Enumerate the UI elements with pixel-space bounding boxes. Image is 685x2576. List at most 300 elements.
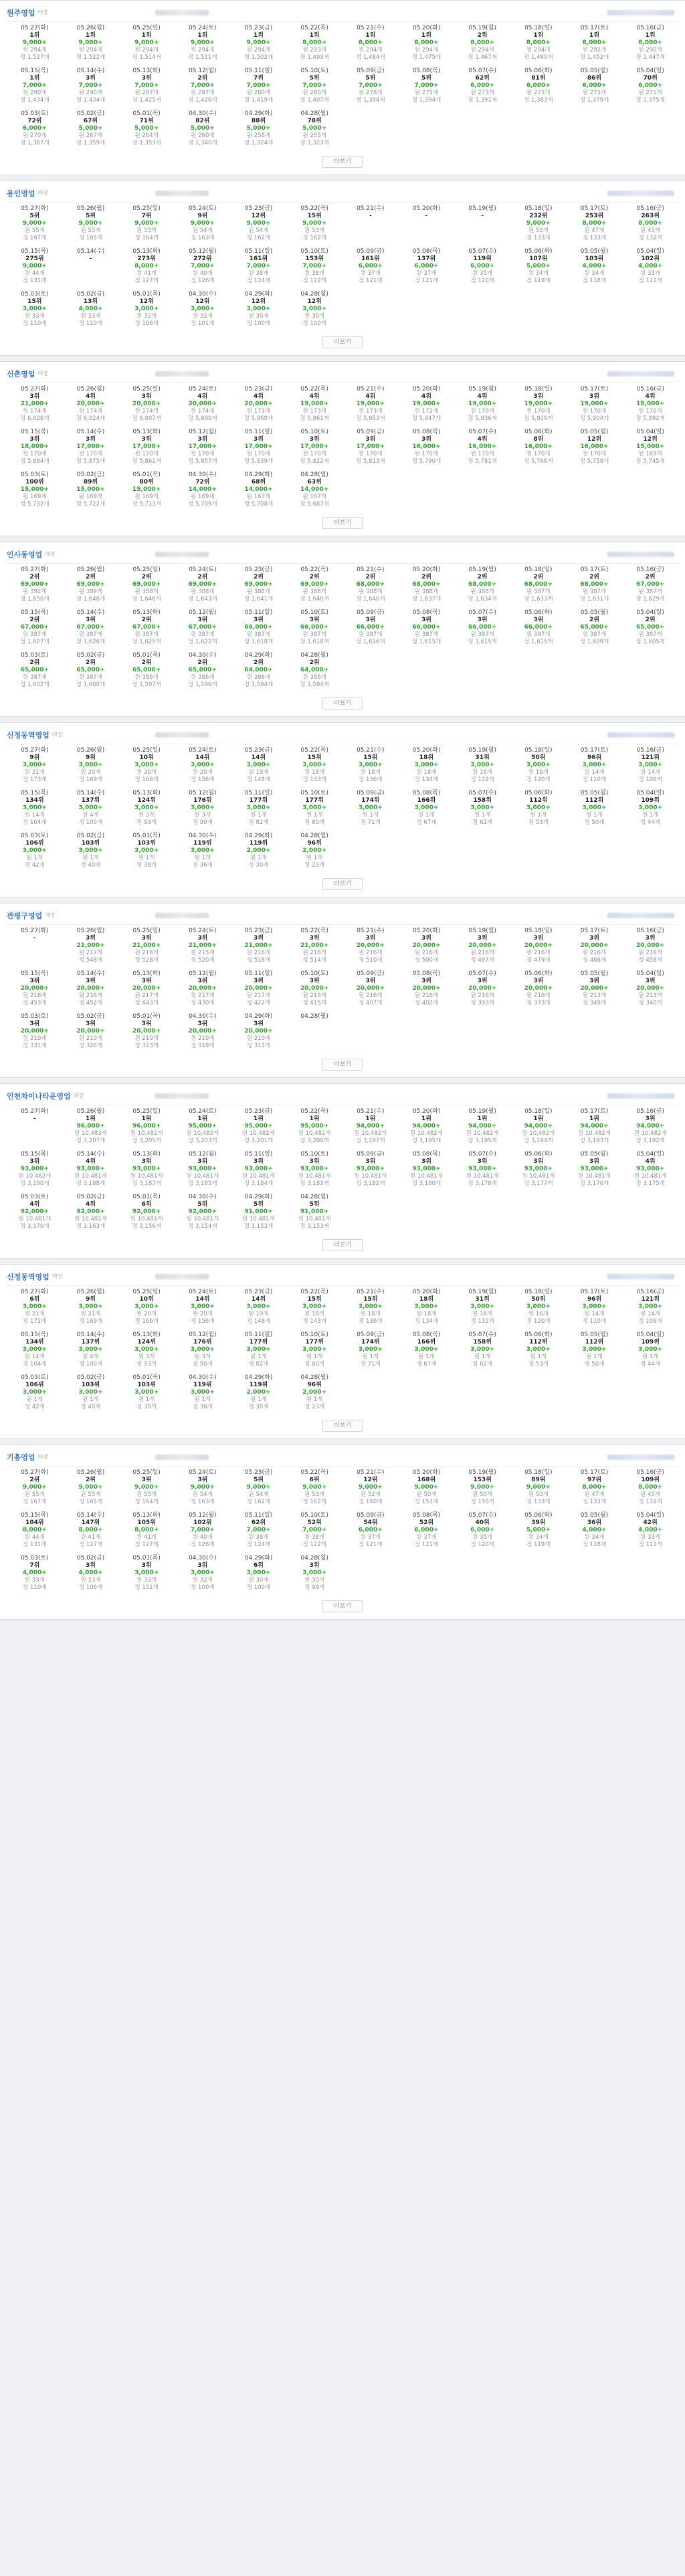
blog-review-count: 정 5,687개 bbox=[300, 501, 329, 508]
blog-review-count: 정 1,637개 bbox=[411, 596, 442, 603]
review-count: 20,000+ bbox=[636, 942, 665, 949]
blog-review-count: 정 3,180개 bbox=[411, 1180, 442, 1187]
rank-position: 7위 bbox=[254, 75, 264, 82]
visitor-review-count: 원 386개 bbox=[191, 674, 215, 681]
daily-rank-cell bbox=[454, 383, 510, 426]
daily-rank-cell bbox=[399, 1286, 455, 1329]
rank-position: 5위 bbox=[254, 1477, 264, 1483]
daily-rank-cell bbox=[622, 968, 678, 1010]
visitor-review-count: 원 273개 bbox=[582, 90, 607, 96]
load-more-button[interactable]: 더보기 bbox=[322, 336, 363, 348]
blog-review-count: 정 156개 bbox=[191, 776, 215, 783]
panel-subtitle: 매장 bbox=[45, 551, 56, 557]
visitor-review-count: 원 386개 bbox=[302, 674, 326, 681]
daily-rank-cell bbox=[286, 1509, 342, 1552]
review-count: 20,000+ bbox=[356, 985, 385, 992]
rank-position: 3위 bbox=[197, 1158, 208, 1165]
redacted-keyword bbox=[155, 10, 209, 15]
daily-rank-cell bbox=[622, 1509, 678, 1552]
rank-date: 04.28(월) bbox=[300, 1194, 328, 1200]
rank-date: 05.09(금) bbox=[357, 68, 385, 74]
daily-rank-cell bbox=[63, 1552, 119, 1595]
review-count: 93,000+ bbox=[76, 1166, 105, 1172]
blog-review-count: 정 136개 bbox=[359, 1318, 383, 1325]
rank-position: 3위 bbox=[86, 1021, 96, 1027]
rank-position: 3위 bbox=[254, 978, 264, 984]
rank-date: 05.25(일) bbox=[132, 747, 161, 754]
review-count: 3,000+ bbox=[190, 306, 215, 312]
rank-position: 103위 bbox=[137, 840, 156, 847]
rank-date: 05.11(일) bbox=[244, 970, 273, 977]
rank-position: 2위 bbox=[86, 574, 96, 580]
blog-review-count: 정 23개 bbox=[304, 862, 325, 869]
rank-position: 3위 bbox=[197, 978, 208, 984]
visitor-review-count: 원 40개 bbox=[192, 1534, 213, 1541]
visitor-review-count: 원 10,481개 bbox=[410, 1173, 443, 1180]
panel-title[interactable]: 신정동역영업 bbox=[7, 730, 50, 740]
rank-position: 42위 bbox=[643, 1519, 658, 1526]
blog-review-count: 정 1,514개 bbox=[132, 54, 161, 61]
blog-review-count: 정 133개 bbox=[526, 1499, 551, 1505]
blog-review-count: 정 1,452개 bbox=[579, 54, 609, 61]
rank-position: 31위 bbox=[475, 1296, 490, 1303]
rank-position: 119위 bbox=[473, 255, 492, 262]
visitor-review-count: 원 1개 bbox=[362, 1354, 379, 1360]
panel-title[interactable]: 신정동역영업 bbox=[7, 1272, 50, 1281]
review-count: 3,000+ bbox=[302, 762, 327, 768]
rank-date: 05.24(토) bbox=[189, 1469, 217, 1476]
rank-date: 05.04(일) bbox=[636, 248, 664, 255]
review-count: 3,000+ bbox=[22, 762, 47, 768]
rank-position: 4위 bbox=[645, 1158, 656, 1165]
rank-position: 1위 bbox=[86, 32, 96, 39]
rank-date: 05.23(금) bbox=[244, 1289, 273, 1295]
daily-rank-cell bbox=[567, 65, 623, 108]
rank-position: 14위 bbox=[251, 1296, 266, 1303]
daily-rank-cell bbox=[510, 1467, 567, 1509]
panel-title[interactable]: 관평구영업 bbox=[7, 911, 43, 920]
visitor-review-count: 원 10,481개 bbox=[466, 1173, 499, 1180]
rank-date: 05.18(일) bbox=[524, 1289, 553, 1295]
visitor-review-count: 원 55개 bbox=[24, 227, 45, 234]
rank-position: 3위 bbox=[254, 617, 264, 623]
visitor-review-count: 원 3개 bbox=[138, 812, 155, 819]
visitor-review-count: 원 32개 bbox=[136, 313, 157, 320]
rank-position: 10위 bbox=[139, 754, 154, 761]
load-more-button[interactable]: 더보기 bbox=[322, 517, 363, 529]
rank-position: 3위 bbox=[309, 935, 320, 942]
blog-review-count: 정 132개 bbox=[470, 776, 494, 783]
review-count: 9,000+ bbox=[190, 220, 215, 227]
daily-rank-cell bbox=[622, 1467, 678, 1509]
blog-review-count: 정 3,207개 bbox=[76, 1138, 106, 1144]
daily-rank-cell bbox=[118, 1191, 175, 1234]
rank-position: 4위 bbox=[477, 393, 488, 400]
load-more-button[interactable]: 더보기 bbox=[322, 156, 363, 168]
visitor-review-count: 원 37개 bbox=[416, 1534, 437, 1541]
blog-review-count: 정 1,447개 bbox=[635, 54, 665, 61]
daily-rank-cell bbox=[510, 925, 567, 968]
visitor-review-count: 원 387개 bbox=[582, 588, 607, 595]
blog-review-count: 정 3,183개 bbox=[300, 1180, 329, 1187]
rank-position: 4위 bbox=[645, 393, 656, 400]
visitor-review-count: 원 1개 bbox=[194, 1396, 211, 1403]
rank-date: 05.20(화) bbox=[412, 928, 441, 934]
rank-date: 04.30(수) bbox=[189, 1374, 217, 1381]
blog-review-count: 정 3,200개 bbox=[300, 1138, 329, 1144]
review-count: 3,000+ bbox=[246, 804, 271, 811]
rank-date: 05.20(화) bbox=[412, 1469, 441, 1476]
blog-review-count: 정 5,857개 bbox=[188, 458, 217, 465]
blog-review-count: 정 1,379개 bbox=[579, 97, 609, 104]
review-count: 20,000+ bbox=[524, 985, 553, 992]
redacted-link[interactable] bbox=[607, 371, 674, 377]
review-count: 4,000+ bbox=[582, 1527, 607, 1533]
visitor-review-count: 원 216개 bbox=[470, 950, 494, 956]
rank-position: 12위 bbox=[643, 436, 658, 443]
blog-review-count: 정 443개 bbox=[134, 1000, 159, 1006]
rank-position: 31위 bbox=[475, 754, 490, 761]
visitor-review-count: 원 34개 bbox=[584, 270, 605, 277]
visitor-review-count: 원 19개 bbox=[248, 769, 269, 776]
blog-review-count: 정 1,646개 bbox=[132, 596, 161, 603]
blog-review-count: 정 6,026개 bbox=[20, 415, 50, 422]
rank-position: 3위 bbox=[309, 1562, 320, 1569]
load-more-button[interactable]: 더보기 bbox=[322, 1600, 363, 1612]
blog-review-count: 정 500개 bbox=[414, 957, 439, 964]
review-count: 95,000+ bbox=[188, 1123, 217, 1130]
daily-rank-cell bbox=[454, 1467, 510, 1509]
blog-review-count: 정 80개 bbox=[304, 819, 325, 826]
rank-date: 05.14(수) bbox=[76, 970, 105, 977]
blog-review-count: 정 5,709개 bbox=[188, 501, 217, 508]
rank-position: 3위 bbox=[309, 617, 320, 623]
daily-rank-cell bbox=[231, 245, 287, 288]
blog-review-count: 정 36개 bbox=[192, 1404, 213, 1410]
visitor-review-count: 원 387개 bbox=[470, 631, 494, 638]
blog-review-count: 정 3,178개 bbox=[468, 1180, 497, 1187]
rank-position: 1위 bbox=[645, 32, 656, 39]
review-count: 92,000+ bbox=[76, 1208, 105, 1215]
blog-review-count: 정 132개 bbox=[470, 1318, 494, 1325]
review-count: 20,000+ bbox=[76, 1028, 105, 1035]
daily-rank-cell bbox=[342, 203, 399, 245]
review-count: 20,000+ bbox=[188, 985, 217, 992]
review-count: 65,000+ bbox=[636, 624, 665, 631]
blog-review-count: 정 136개 bbox=[359, 776, 383, 783]
daily-rank-cell bbox=[118, 1552, 175, 1595]
rank-date: 04.28(월) bbox=[300, 291, 328, 298]
visitor-review-count: 원 216개 bbox=[470, 992, 494, 999]
daily-rank-cell bbox=[118, 108, 175, 150]
rank-date: 05.06(화) bbox=[524, 1512, 553, 1519]
redacted-link[interactable] bbox=[607, 10, 674, 15]
rank-position: 1위 bbox=[309, 1115, 320, 1122]
store-ranking-panel bbox=[0, 1083, 685, 1259]
review-count: 9,000+ bbox=[246, 39, 271, 46]
visitor-review-count: 원 45개 bbox=[640, 227, 661, 234]
rank-position: 121위 bbox=[641, 1296, 660, 1303]
panel-title[interactable]: 원주영업 bbox=[7, 8, 35, 17]
visitor-review-count: 원 172개 bbox=[414, 408, 439, 415]
blog-review-count: 정 106개 bbox=[134, 320, 159, 327]
visitor-review-count: 원 14개 bbox=[640, 1311, 661, 1317]
redacted-link[interactable] bbox=[607, 191, 674, 196]
blog-review-count: 정 153개 bbox=[414, 1499, 439, 1505]
rank-date: 05.07(수) bbox=[468, 1512, 496, 1519]
review-count: 94,000+ bbox=[356, 1123, 385, 1130]
load-more-button[interactable]: 더보기 bbox=[322, 1059, 363, 1071]
visitor-review-count: 원 1개 bbox=[474, 1354, 491, 1360]
blog-review-count: 정 104개 bbox=[23, 819, 47, 826]
blog-review-count: 정 110개 bbox=[23, 320, 47, 327]
visitor-review-count: 원 10,481개 bbox=[186, 1216, 219, 1222]
blog-review-count: 정 131개 bbox=[23, 1541, 47, 1548]
daily-rank-cell bbox=[399, 245, 455, 288]
review-count: 8,000+ bbox=[22, 1527, 47, 1533]
daily-rank-cell bbox=[7, 1372, 63, 1414]
rank-position: 40위 bbox=[475, 1519, 490, 1526]
daily-rank-cell bbox=[454, 65, 510, 108]
blog-review-count: 정 122개 bbox=[302, 1541, 326, 1548]
panel-title[interactable]: 기흥영업 bbox=[7, 1453, 35, 1462]
rank-date: 05.16(금) bbox=[636, 1469, 664, 1476]
redacted-keyword bbox=[155, 1274, 209, 1279]
rank-date: 05.10(토) bbox=[300, 790, 328, 796]
rank-position: 102위 bbox=[193, 1519, 212, 1526]
review-count: 9,000+ bbox=[22, 220, 47, 227]
visitor-review-count: 원 21개 bbox=[80, 1311, 101, 1317]
load-more-button[interactable]: 더보기 bbox=[322, 1420, 363, 1432]
daily-rank-cell bbox=[63, 830, 119, 873]
visitor-review-count: 원 174개 bbox=[23, 408, 47, 415]
daily-rank-cell bbox=[231, 1552, 287, 1595]
rank-date: 05.14(수) bbox=[76, 429, 105, 435]
rank-position: 5위 bbox=[86, 213, 96, 219]
review-count: 92,000+ bbox=[20, 1208, 49, 1215]
daily-rank-cell bbox=[7, 108, 63, 150]
visitor-review-count: 원 40개 bbox=[192, 270, 213, 277]
rank-date: 05.06(화) bbox=[524, 970, 553, 977]
daily-rank-cell bbox=[175, 830, 231, 873]
daily-rank-cell bbox=[118, 383, 175, 426]
redacted-link[interactable] bbox=[607, 1274, 674, 1279]
blog-review-count: 정 30개 bbox=[248, 1404, 269, 1410]
daily-rank-cell bbox=[7, 787, 63, 830]
rank-position: 2위 bbox=[29, 659, 40, 666]
review-count: 67,000+ bbox=[188, 624, 217, 631]
review-count: 19,000+ bbox=[356, 401, 385, 407]
review-count: 20,000+ bbox=[188, 1028, 217, 1035]
rank-position: 147위 bbox=[81, 1519, 100, 1526]
daily-rank-cell bbox=[286, 203, 342, 245]
daily-rank-cell bbox=[622, 1105, 678, 1148]
daily-rank-cell bbox=[7, 564, 63, 607]
rank-date: 04.30(수) bbox=[189, 833, 217, 839]
rank-date: 05.13(화) bbox=[132, 248, 161, 255]
daily-rank-cell bbox=[510, 607, 567, 649]
rank-position: 168위 bbox=[417, 1477, 436, 1483]
visitor-review-count: 원 52개 bbox=[360, 1491, 381, 1498]
review-count: 7,000+ bbox=[22, 82, 47, 89]
rank-date: 05.11(일) bbox=[244, 609, 273, 616]
rank-date: 05.11(일) bbox=[244, 68, 273, 74]
blog-review-count: 정 1,353개 bbox=[132, 140, 161, 146]
review-count: 3,000+ bbox=[302, 306, 327, 312]
daily-rank-cell bbox=[454, 564, 510, 607]
rank-date: 05.03(토) bbox=[21, 1555, 49, 1562]
visitor-review-count: 원 10,482개 bbox=[522, 1130, 555, 1137]
blog-review-count: 정 50개 bbox=[584, 819, 605, 826]
redacted-link[interactable] bbox=[607, 1093, 674, 1099]
blog-review-count: 정 40개 bbox=[80, 862, 101, 869]
rank-position: 174위 bbox=[361, 1339, 380, 1346]
daily-rank-cell bbox=[63, 1372, 119, 1414]
redacted-link[interactable] bbox=[607, 732, 674, 738]
panel-title[interactable]: 인사동영업 bbox=[7, 550, 43, 559]
rank-date: 05.15(목) bbox=[21, 248, 49, 255]
load-more-button[interactable]: 더보기 bbox=[322, 697, 363, 710]
redacted-link[interactable] bbox=[607, 552, 674, 557]
rank-date: 05.20(화) bbox=[412, 747, 441, 754]
rank-date: 05.02(금) bbox=[76, 471, 105, 478]
review-count: 2,000+ bbox=[302, 1389, 327, 1396]
blog-review-count bbox=[63, 278, 119, 285]
rank-position: 15위 bbox=[307, 213, 322, 219]
panel-title[interactable]: 신촌영업 bbox=[7, 369, 35, 379]
blog-review-count: 정 82개 bbox=[248, 819, 269, 826]
rank-date: 05.07(수) bbox=[468, 609, 496, 616]
visitor-review-count: 원 10,481개 bbox=[354, 1173, 387, 1180]
rank-date: 05.10(토) bbox=[300, 609, 328, 616]
panel-title[interactable]: 용인영업 bbox=[7, 189, 35, 198]
rank-date: 05.05(월) bbox=[580, 1151, 609, 1158]
review-count: 67,000+ bbox=[20, 624, 49, 631]
review-count: 9,000+ bbox=[78, 220, 103, 227]
rank-position: 88위 bbox=[251, 118, 266, 124]
rank-position: 2위 bbox=[645, 617, 656, 623]
review-count: 66,000+ bbox=[300, 624, 329, 631]
visitor-review-count: 원 38개 bbox=[304, 1534, 325, 1541]
review-count: 4,000+ bbox=[582, 263, 607, 270]
rank-date: 05.18(일) bbox=[524, 1469, 553, 1476]
daily-rank-cell bbox=[63, 426, 119, 469]
rank-date: 05.19(월) bbox=[468, 566, 496, 573]
review-count: 3,000+ bbox=[78, 847, 103, 854]
visitor-review-count: 원 10,482개 bbox=[578, 1130, 611, 1137]
redacted-link[interactable] bbox=[607, 1455, 674, 1460]
review-count: 3,000+ bbox=[246, 1303, 271, 1310]
blog-review-count: 정 520개 bbox=[191, 957, 215, 964]
blog-review-count: 정 3,177개 bbox=[524, 1180, 553, 1187]
daily-rank-cell bbox=[118, 203, 175, 245]
panel-title[interactable]: 인천차이나타운영업 bbox=[7, 1091, 71, 1101]
review-count: 9,000+ bbox=[246, 1484, 271, 1491]
daily-rank-cell bbox=[231, 830, 287, 873]
daily-rank-cell bbox=[63, 649, 119, 692]
rank-date: 05.16(금) bbox=[636, 1289, 664, 1295]
visitor-review-count: 원 10,483개 bbox=[74, 1130, 107, 1137]
daily-rank-cell bbox=[342, 1105, 399, 1148]
daily-rank-cell bbox=[63, 968, 119, 1010]
blog-review-count: 정 1,425개 bbox=[132, 97, 161, 104]
rank-date: 05.17(토) bbox=[580, 928, 609, 934]
rank-position: 3위 bbox=[86, 617, 96, 623]
rank-date: 05.03(토) bbox=[21, 471, 49, 478]
review-count: 66,000+ bbox=[468, 624, 497, 631]
blog-review-count: 정 5,722개 bbox=[76, 501, 106, 508]
review-count bbox=[286, 1028, 342, 1035]
rank-date: 05.10(토) bbox=[300, 970, 328, 977]
review-count: 2,000+ bbox=[302, 847, 327, 854]
blog-review-count: 정 1,426개 bbox=[188, 97, 217, 104]
rank-position: 3위 bbox=[309, 978, 320, 984]
daily-rank-cell bbox=[622, 383, 678, 426]
daily-rank-cell bbox=[622, 1329, 678, 1372]
rank-position: 107위 bbox=[529, 255, 548, 262]
rank-date: 05.18(일) bbox=[524, 747, 553, 754]
rank-position: 72위 bbox=[195, 479, 210, 486]
blog-review-count: 정 30개 bbox=[248, 862, 269, 869]
rank-date: 05.02(금) bbox=[76, 1555, 105, 1562]
rank-date: 05.25(일) bbox=[132, 386, 161, 393]
daily-rank-cell bbox=[175, 1148, 231, 1191]
rank-date: 05.05(월) bbox=[580, 1331, 609, 1338]
rank-date: 05.05(월) bbox=[580, 68, 609, 74]
review-count bbox=[63, 263, 119, 270]
rank-position: 137위 bbox=[417, 255, 436, 262]
review-count: 64,000+ bbox=[300, 667, 329, 673]
rank-date: 05.17(토) bbox=[580, 25, 609, 31]
rank-position: 52위 bbox=[307, 1519, 322, 1526]
rank-position: 1위 bbox=[365, 1115, 376, 1122]
rank-date: 05.01(목) bbox=[132, 652, 161, 659]
blog-review-count: 정 121개 bbox=[414, 278, 439, 284]
blog-review-count: 정 1,460개 bbox=[524, 54, 553, 61]
review-count: 3,000+ bbox=[78, 804, 103, 811]
blog-review-count: 정 120개 bbox=[470, 278, 494, 284]
blog-review-count: 정 132개 bbox=[638, 1499, 662, 1505]
visitor-review-count: 원 293개 bbox=[302, 47, 326, 53]
rank-position: 3위 bbox=[533, 1158, 544, 1165]
blog-review-count bbox=[399, 235, 455, 242]
visitor-review-count: 원 55개 bbox=[136, 1491, 157, 1498]
visitor-review-count: 원 174개 bbox=[191, 408, 215, 415]
blog-review-count: 정 5,953개 bbox=[356, 415, 385, 422]
review-count: 8,000+ bbox=[582, 39, 607, 46]
load-more-button[interactable]: 더보기 bbox=[322, 878, 363, 890]
rank-position: 9위 bbox=[197, 213, 208, 219]
rank-date: 05.12(월) bbox=[189, 429, 217, 435]
review-count: 17,000+ bbox=[356, 443, 385, 450]
review-count: 6,000+ bbox=[582, 82, 607, 89]
blog-review-count: 정 133개 bbox=[582, 235, 607, 241]
rank-position: 3위 bbox=[309, 436, 320, 443]
review-count: 14,000+ bbox=[300, 486, 329, 493]
load-more-button[interactable]: 더보기 bbox=[322, 1239, 363, 1251]
daily-rank-cell bbox=[231, 1329, 287, 1372]
daily-rank-cell bbox=[231, 1010, 287, 1053]
blog-review-count bbox=[342, 235, 399, 242]
rank-date: 05.19(월) bbox=[468, 928, 496, 934]
visitor-review-count: 원 18개 bbox=[304, 1311, 325, 1317]
daily-rank-cell bbox=[286, 1467, 342, 1509]
rank-position: 8위 bbox=[533, 436, 544, 443]
rank-date: 05.12(월) bbox=[189, 609, 217, 616]
blog-review-count: 정 165개 bbox=[78, 235, 103, 241]
rank-date: 05.23(금) bbox=[244, 386, 273, 393]
redacted-link[interactable] bbox=[607, 913, 674, 918]
